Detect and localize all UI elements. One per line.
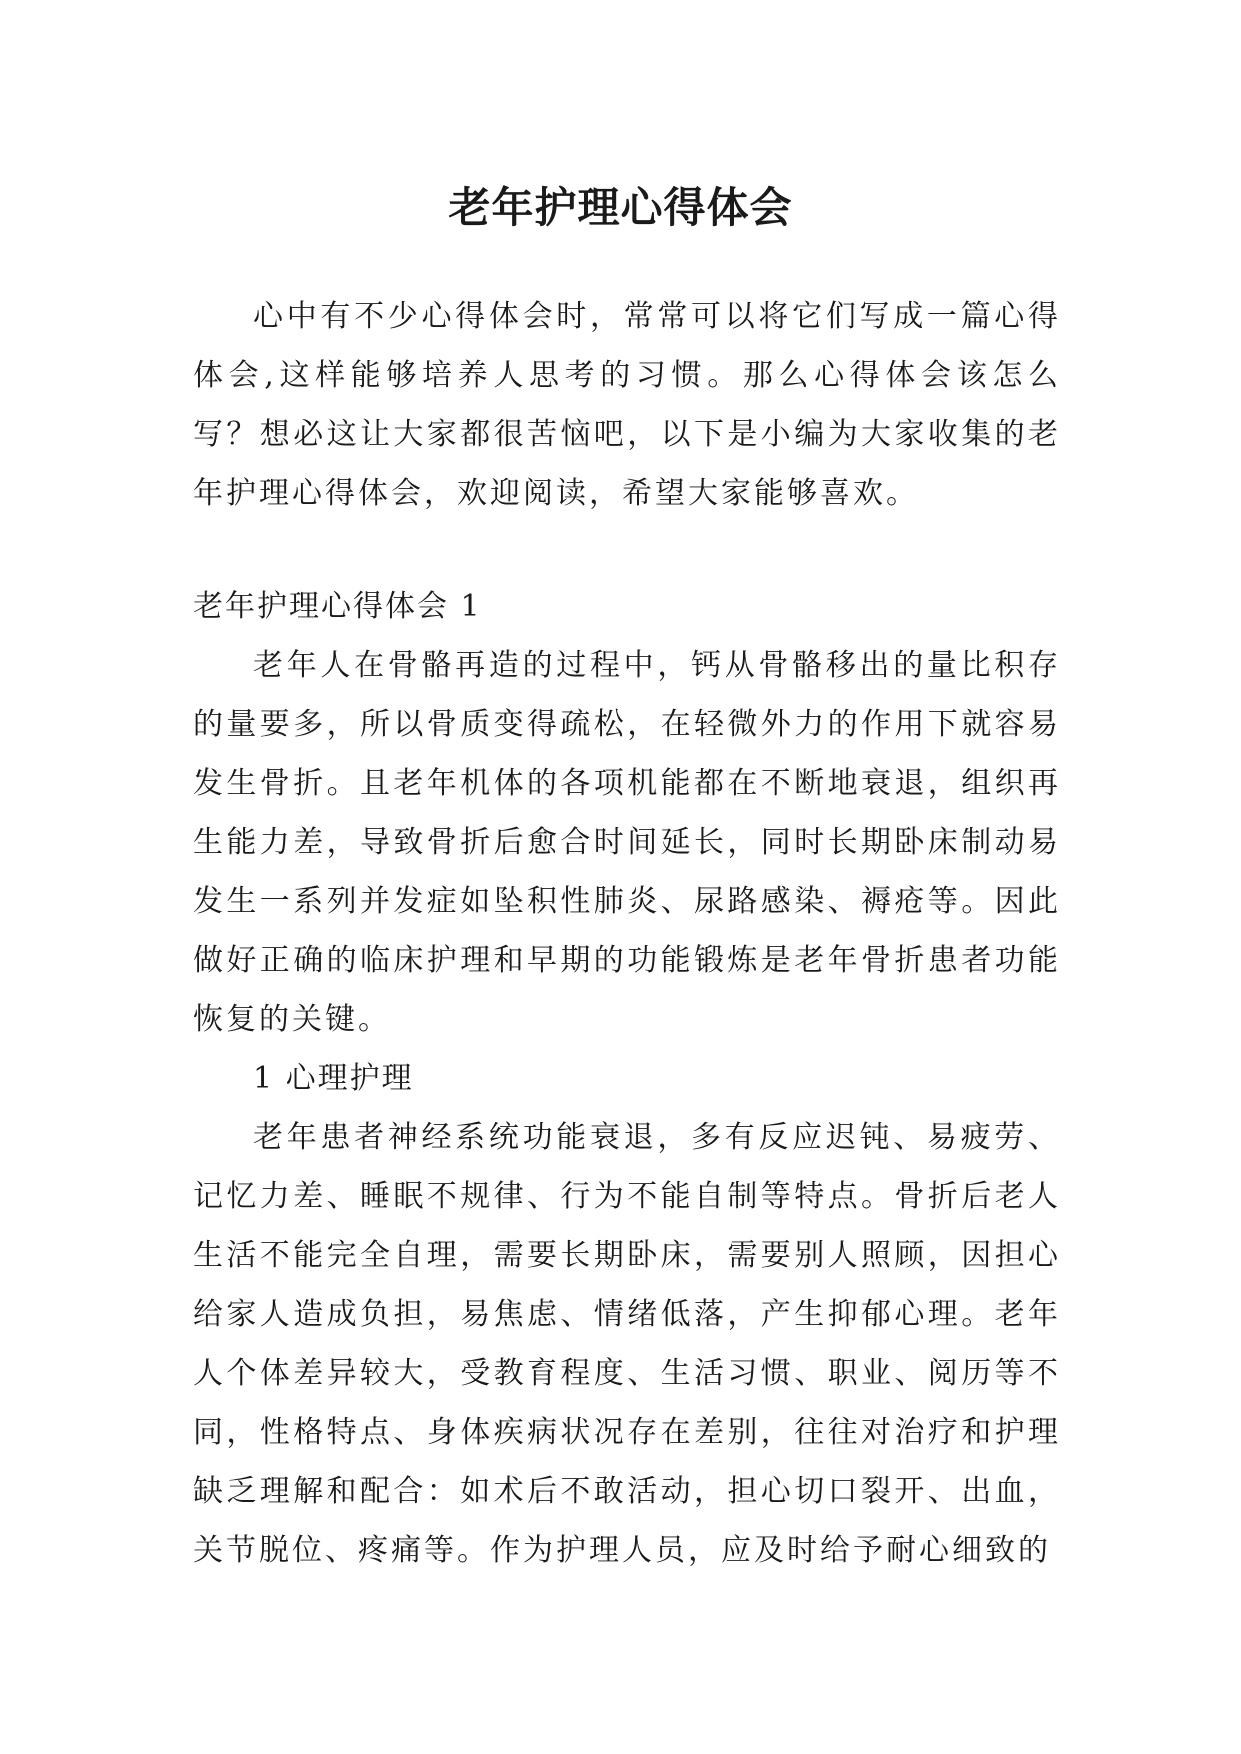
document-title: 老年护理心得体会: [448, 183, 793, 233]
section-paragraph-osteoporosis: 老年人在骨骼再造的过程中，钙从骨骼移出的量比积存的量要多，所以骨质变得疏松，在轻微外力的作用下就容易发生骨折。且老年机体的各项机能都在不断地衰退，组织再生能力差，导致骨折后愈合时间延长，同时长期卧床制动易发生一系列并发症如坠积性肺炎、尿路感染、褥疮等。因此做好正确的临床护理和早期的功能锻炼是老年骨折患者功能恢复的关键。: [193, 648, 1061, 1037]
document-body: [193, 287, 1061, 1580]
section-heading: 老年护理心得体会 1: [193, 589, 482, 624]
section-paragraph-psychological-care: 老年患者神经系统功能衰退，多有反应迟钝、易疲劳、记忆力差、睡眠不规律、行为不能自制等特点。骨折后老人生活不能完全自理，需要长期卧床，需要别人照顾，因担心给家人造成负担，易焦虑、情绪低落，产生抑郁心理。老年人个体差异较大，受教育程度、生活习惯、职业、阅历等不同，性格特点、身体疾病状况存在差别，往往对治疗和护理缺乏理解和配合：如术后不敢活动，担心切口裂开、出血，关节脱位、疼痛等。作为护理人员，应及时给予耐心细致的: [193, 1120, 1061, 1568]
intro-paragraph: 心中有不少心得体会时，常常可以将它们写成一篇心得体会,这样能够培养人思考的习惯。那么心得体会该怎么写？想必这让大家都很苦恼吧，以下是小编为大家收集的老年护理心得体会，欢迎阅读，希望大家能够喜欢。: [193, 299, 1061, 511]
subsection-heading: 1 心理护理: [253, 1061, 414, 1096]
paragraph-spacer: [193, 523, 1061, 577]
